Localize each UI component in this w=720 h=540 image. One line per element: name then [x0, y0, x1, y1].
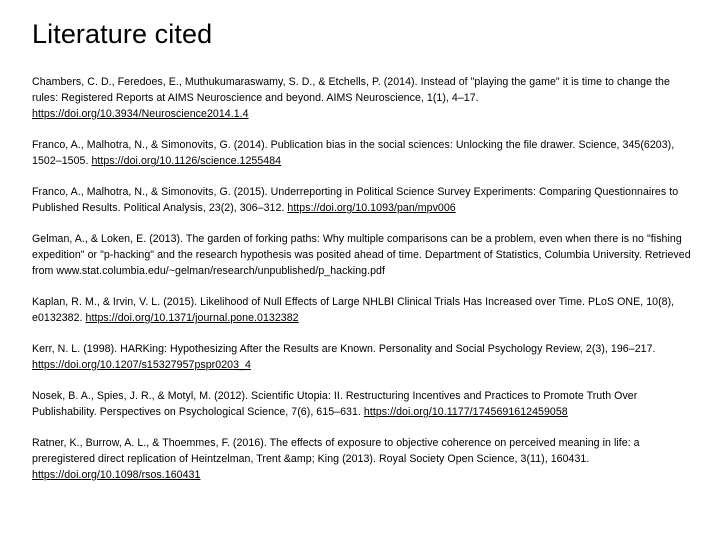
reference-text: Chambers, C. D., Feredoes, E., Muthukumaraswamy, S. D., & Etchells, P. (2014). Instead of "playing the game" it is time to change the rules: Registered Reports at AIMS Neuroscience and beyond. AIMS Neuroscience, 1(1), 4–17. [32, 76, 670, 104]
reference-doi-link[interactable]: https://doi.org/10.1177/1745691612459058 [363, 406, 568, 418]
reference-doi-link[interactable]: https://doi.org/10.3934/Neuroscience2014.1.4 [32, 108, 249, 120]
reference-list [32, 74, 692, 498]
page-title: Literature cited [32, 19, 213, 49]
reference-item [32, 184, 692, 216]
reference-doi-link[interactable]: https://doi.org/10.1207/s15327957pspr0203_4 [32, 359, 251, 371]
reference-text: Kaplan, R. M., & Irvin, V. L. (2015). Likelihood of Null Effects of Large NHLBI Clinical Trials Has Increased over Time. PLoS ONE, 10(8), e0132382. [32, 296, 675, 324]
reference-item [32, 435, 692, 483]
reference-text: Nosek, B. A., Spies, J. R., & Motyl, M. (2012). Scientific Utopia: II. Restructuring Incentives and Practices to Promote Truth Over Publishability. Perspectives on Psychological Science, 7(6), 615–631. [32, 390, 638, 418]
reference-doi-link[interactable]: https://doi.org/10.1098/rsos.160431 [32, 469, 201, 481]
reference-text: Ratner, K., Burrow, A. L., & Thoemmes, F. (2016). The effects of exposure to objective coherence on perceived meaning in life: a preregistered direct replication of Heintzelman, Trent &amp; King (2013). Royal Society Open Science, 3(11), 160431. [32, 437, 640, 465]
reference-text: Franco, A., Malhotra, N., & Simonovits, G. (2014). Publication bias in the social sciences: Unlocking the file drawer. Science, 345(6203), 1502–1505. [32, 139, 675, 167]
reference-item [32, 388, 692, 420]
reference-doi-link[interactable]: https://doi.org/10.1093/pan/mpv006 [287, 202, 456, 214]
reference-item [32, 341, 692, 373]
reference-item [32, 294, 692, 326]
reference-item [32, 137, 692, 169]
reference-text: Franco, A., Malhotra, N., & Simonovits, G. (2015). Underreporting in Political Science Survey Experiments: Comparing Questionnaires to Published Results. Political Analysis, 23(2), 306–312. [32, 186, 679, 214]
reference-doi-link[interactable]: https://doi.org/10.1126/science.1255484 [91, 155, 282, 167]
reference-item [32, 231, 692, 279]
reference-item [32, 74, 692, 122]
reference-text: Gelman, A., & Loken, E. (2013). The garden of forking paths: Why multiple comparisons can be a problem, even when there is no "fishing expedition" or "p-hacking" and the research hypothesis was posited ahead of time. Department of Statistics, Columbia University. Retrieved from www.stat.columbia.edu/~gelman/research/unpublished/p_hacking.pdf [32, 233, 691, 277]
reference-doi-link[interactable]: https://doi.org/10.1371/journal.pone.0132382 [85, 312, 299, 324]
reference-text: Kerr, N. L. (1998). HARKing: Hypothesizing After the Results are Known. Personality and Social Psychology Review, 2(3), 196–217. [32, 343, 656, 355]
